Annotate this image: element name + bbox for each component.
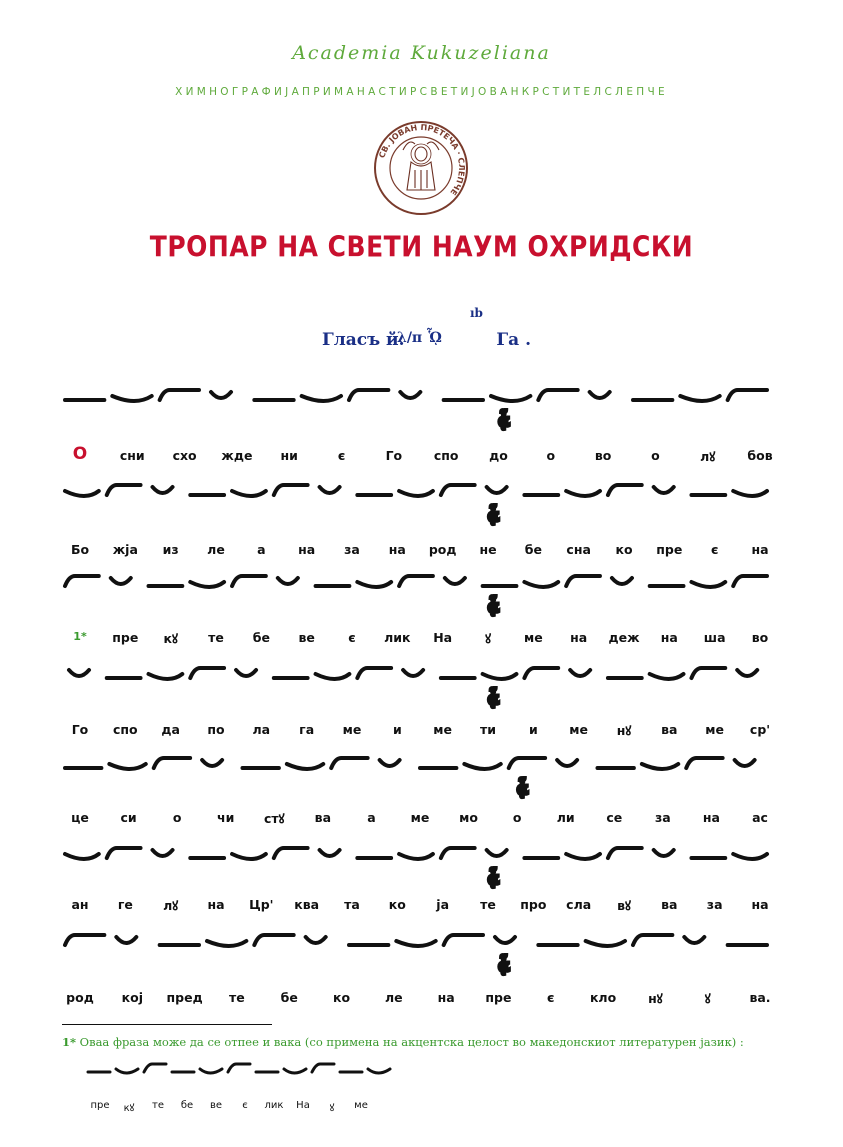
lyric-syllable: род — [428, 542, 457, 557]
footnote-syllable: те — [152, 1100, 164, 1111]
lyric-syllable: те — [229, 990, 245, 1005]
neume-stroke — [608, 848, 642, 858]
neume-stroke — [109, 764, 145, 769]
neume-stroke — [403, 670, 423, 676]
neume-stroke — [396, 941, 435, 946]
footnote-body: Оваа фраза може да се отпее и вака (со примена на акцентска целост во македонскиот литературен јазик) : — [79, 1035, 744, 1049]
lyric-syllable: о — [651, 448, 660, 463]
footnote-syllable: ꙋ — [329, 1103, 335, 1114]
lyric-syllable: на — [660, 630, 678, 645]
neume-stroke — [491, 396, 530, 401]
lyric-syllable: во — [594, 448, 612, 463]
lyric-syllable: на — [751, 897, 769, 912]
neume-stroke — [570, 670, 590, 676]
footnote-marker: 1* — [62, 1035, 77, 1049]
lyric-syllable: ва — [661, 722, 678, 737]
neume-stroke — [320, 850, 340, 856]
lyric-syllable: ти — [479, 722, 497, 737]
lyric-syllable: и — [392, 722, 402, 737]
lyric-syllable: ас — [752, 810, 768, 825]
lyric-syllable: про — [520, 897, 547, 912]
lyric-syllable: ша — [703, 630, 726, 645]
neume-stroke — [380, 760, 400, 766]
lyric-syllable: стꙋ — [264, 811, 285, 826]
neume-stroke — [116, 1069, 138, 1073]
lyric-syllable: деж — [608, 630, 640, 645]
martyria-icon: ᾇ — [488, 689, 499, 708]
neume-stroke — [735, 760, 755, 766]
lyric-syllable: пре — [485, 990, 512, 1005]
lyric-syllable: на — [570, 630, 588, 645]
neume-stroke — [399, 491, 433, 496]
footnote-syllable: лик — [264, 1100, 284, 1111]
lyric-syllable: ме — [705, 722, 725, 737]
lyric-syllable: ср' — [749, 722, 771, 737]
lyric-syllable: ва. — [749, 990, 771, 1005]
glas-ga: Га . — [496, 330, 532, 350]
lyric-syllable: бе — [524, 542, 542, 557]
lyric-syllable: схо — [172, 448, 197, 463]
lyric-syllable: га — [299, 722, 315, 737]
lyric-syllable: ла — [252, 722, 271, 737]
lyric-syllable: сни — [119, 448, 145, 463]
lyric-syllable: пред — [166, 990, 203, 1005]
lyric-syllable: ве — [298, 630, 315, 645]
lyric-syllable: О — [72, 444, 88, 464]
neume-stroke — [399, 854, 433, 859]
lyric-syllable: На — [433, 630, 453, 645]
lyric-syllable: ли — [556, 810, 575, 825]
neume-stroke — [642, 764, 678, 769]
neume-stroke — [487, 850, 507, 856]
lyric-syllable: на — [437, 990, 455, 1005]
lyric-syllable: ме — [410, 810, 430, 825]
neume-stroke — [284, 1069, 306, 1073]
footnote-syllable: бе — [180, 1100, 194, 1111]
academia-heading: Academia Kukuzeliana — [292, 42, 551, 64]
footnote-syllable: пре — [90, 1100, 110, 1111]
lyric-syllable: ни — [280, 448, 298, 463]
lyric-syllable: кло — [589, 990, 617, 1005]
lyric-syllable: о — [172, 810, 182, 825]
martyria-icon: ᾇ — [488, 506, 499, 525]
neume-stroke — [368, 1069, 390, 1073]
footnote-syllable: є — [242, 1100, 248, 1111]
footnote-syllable: На — [296, 1100, 310, 1111]
neume-stroke — [211, 392, 231, 398]
neume-stroke — [190, 582, 224, 587]
lyric-syllable: кꙋ — [163, 631, 178, 646]
lyric-syllable: и — [528, 722, 538, 737]
neume-stroke — [274, 485, 308, 495]
martyria-icon: ᾇ — [488, 869, 499, 888]
neume-stroke — [487, 487, 507, 493]
lyric-syllable: кој — [121, 990, 143, 1005]
lyric-syllable: пре — [112, 630, 139, 645]
neume-stroke — [232, 491, 266, 496]
neume-stroke — [733, 854, 767, 859]
lyric-syllable: 1* — [73, 630, 87, 643]
lyric-syllable: спо — [113, 722, 138, 737]
neume-stroke — [278, 578, 298, 584]
lyric-syllable: род — [66, 990, 94, 1005]
lyric-syllable: ме — [569, 722, 589, 737]
neume-stroke — [566, 576, 600, 586]
neume-stroke — [302, 396, 341, 401]
lyric-syllable: си — [120, 810, 137, 825]
lyric-syllable: по — [207, 722, 225, 737]
lyric-syllable: Го — [385, 448, 403, 463]
neume-stroke — [400, 392, 420, 398]
lyric-syllable: ја — [436, 897, 450, 912]
lyric-syllable: ко — [615, 542, 633, 557]
neume-stroke — [107, 485, 141, 495]
lyric-syllable: а — [257, 542, 266, 557]
lyric-syllable: из — [162, 542, 179, 557]
neume-stroke — [190, 668, 224, 678]
lyric-syllable: за — [344, 542, 360, 557]
lyric-syllable: ле — [207, 542, 225, 557]
lyric-syllable: ме — [523, 630, 543, 645]
neume-stroke — [590, 392, 610, 398]
footnote-divider — [62, 1024, 272, 1025]
neume-stroke — [160, 390, 199, 400]
lyric-syllable: на — [751, 542, 769, 557]
lyric-syllable: сна — [566, 542, 591, 557]
lyric-syllable: се — [606, 810, 623, 825]
neume-stroke — [107, 848, 141, 858]
neume-stroke — [331, 758, 367, 768]
neume-stroke — [357, 582, 391, 587]
footnote-text — [62, 1035, 744, 1049]
neume-stroke — [483, 674, 517, 679]
neume-stroke — [111, 578, 131, 584]
lyric-syllable: мо — [459, 810, 478, 825]
glas-mode-marks: λ/π ᾯ — [397, 330, 442, 346]
neume-stroke — [650, 674, 684, 679]
lyric-syllable: нꙋ — [616, 723, 632, 738]
footnote-syllable: кꙋ — [123, 1103, 135, 1114]
neume-stroke — [686, 758, 722, 768]
neume-stroke — [733, 576, 767, 586]
lyric-syllable: лик — [384, 630, 411, 645]
svg-text:СВ. ЈОВАН ПРЕТЕЧА · СЛЕПЧЕ: СВ. ЈОВАН ПРЕТЕЧА · СЛЕПЧЕ — [377, 122, 467, 197]
neume-stroke — [154, 758, 190, 768]
neume-stroke — [728, 390, 767, 400]
lyric-syllable: Бо — [70, 542, 90, 557]
neume-stroke — [306, 937, 326, 943]
lyric-syllable: ме — [433, 722, 453, 737]
lyric-syllable: за — [706, 897, 723, 912]
lyric-syllable: лꙋ — [163, 898, 179, 913]
neume-stroke — [316, 674, 350, 679]
lyric-syllable: бе — [280, 990, 298, 1005]
neume-stroke — [495, 937, 515, 943]
lyric-syllable: ан — [71, 897, 89, 912]
lyric-syllable: да — [161, 722, 180, 737]
lyric-syllable: пре — [656, 542, 683, 557]
lyric-syllable: ꙋ — [485, 631, 491, 646]
neume-stroke — [232, 854, 266, 859]
neume-stroke — [65, 491, 99, 496]
martyria-icon: ᾇ — [517, 779, 528, 798]
neume-stroke — [357, 668, 391, 678]
neume-stroke — [274, 848, 308, 858]
neume-stroke — [654, 487, 674, 493]
neume-stroke — [684, 937, 704, 943]
neume-stroke — [399, 576, 433, 586]
lyric-syllable: Цр' — [249, 897, 274, 912]
lyric-syllable: не — [479, 542, 497, 557]
neume-stroke — [202, 760, 222, 766]
lyric-syllable: спо — [433, 448, 459, 463]
lyric-syllable: жде — [221, 448, 253, 463]
neume-stroke — [232, 576, 266, 586]
neume-stroke — [65, 935, 104, 945]
neume-stroke — [691, 668, 725, 678]
neume-stroke — [566, 854, 600, 859]
lyric-syllable: є — [710, 542, 719, 557]
neume-stroke — [654, 850, 674, 856]
martyria-icon: ᾇ — [498, 956, 510, 975]
lyric-syllable: о — [546, 448, 556, 463]
lyric-syllable: те — [480, 897, 496, 912]
lyric-syllable: є — [348, 630, 356, 645]
lyric-syllable: до — [489, 448, 508, 463]
neume-stroke — [349, 390, 388, 400]
footnote-syllable: ве — [209, 1100, 223, 1111]
lyric-syllable: ва — [661, 897, 678, 912]
lyric-syllable: ко — [332, 990, 351, 1005]
lyric-syllable: ꙋ — [704, 991, 711, 1006]
lyric-syllable: ме — [342, 722, 362, 737]
neume-stroke — [228, 1064, 250, 1072]
subheading-monastery: ХИМНОГРАФИЈАПРИМАНАСТИРСВЕТИЈОВАНКРСТИТЕЛСЛЕПЧЕ — [175, 86, 668, 98]
lyric-syllable: ко — [388, 897, 406, 912]
glas-ga-above: ıb — [470, 306, 483, 320]
neume-stroke — [612, 578, 632, 584]
lyric-syllable: за — [654, 810, 671, 825]
neume-stroke — [69, 670, 89, 676]
neume-stroke — [444, 935, 483, 945]
neume-stroke — [441, 485, 475, 495]
lyric-syllable: о — [512, 810, 522, 825]
lyric-syllable: чи — [217, 810, 235, 825]
lyric-syllable: є — [547, 990, 555, 1005]
neume-stroke — [524, 668, 558, 678]
lyric-syllable: це — [71, 810, 89, 825]
neume-stroke — [254, 935, 293, 945]
neume-stroke — [320, 487, 340, 493]
neume-stroke — [65, 576, 99, 586]
lyric-syllable: нꙋ — [648, 991, 663, 1006]
martyria-icon: ᾇ — [498, 411, 510, 430]
neume-stroke — [144, 1064, 166, 1072]
neume-stroke — [538, 390, 577, 400]
neume-stroke — [633, 935, 672, 945]
neume-stroke — [207, 941, 246, 946]
lyric-syllable: сла — [566, 897, 592, 912]
lyric-syllable: є — [337, 448, 346, 463]
lyric-syllable: ква — [294, 897, 320, 912]
neume-stroke — [691, 582, 725, 587]
footnote-syllable: ме — [354, 1100, 368, 1111]
neume-stroke — [312, 1064, 334, 1072]
neume-stroke — [586, 941, 625, 946]
lyric-syllable: жја — [112, 542, 138, 557]
neume-stroke — [737, 670, 757, 676]
lyric-syllable: те — [208, 630, 224, 645]
lyric-syllable: на — [298, 542, 316, 557]
neume-stroke — [441, 848, 475, 858]
lyric-syllable: на — [388, 542, 406, 557]
lyric-syllable: на — [207, 897, 225, 912]
neume-stroke — [149, 674, 183, 679]
neume-stroke — [153, 850, 173, 856]
lyric-syllable: вꙋ — [617, 898, 631, 913]
neume-stroke — [524, 582, 558, 587]
neume-stroke — [112, 396, 151, 401]
glas-text: Гласъ й. — [322, 330, 405, 350]
neume-stroke — [153, 487, 173, 493]
martyria-icon: ᾇ — [488, 597, 499, 616]
neume-stroke — [200, 1069, 222, 1073]
lyric-syllable: лꙋ — [700, 449, 716, 464]
neume-stroke — [566, 491, 600, 496]
neume-stroke — [680, 396, 719, 401]
neume-stroke — [608, 485, 642, 495]
lyric-syllable: во — [751, 630, 769, 645]
lyric-syllable: Го — [71, 722, 89, 737]
page-title: ТРОПАР НА СВЕТИ НАУМ ОХРИДСКИ — [149, 229, 694, 264]
lyric-syllable: а — [367, 810, 376, 825]
neume-stroke — [557, 760, 577, 766]
neume-stroke — [65, 854, 99, 859]
lyric-syllable: ле — [385, 990, 403, 1005]
neume-stroke — [287, 764, 323, 769]
neume-stroke — [236, 670, 256, 676]
neume-stroke — [116, 937, 136, 943]
lyric-syllable: та — [344, 897, 360, 912]
neume-stroke — [464, 764, 500, 769]
lyric-syllable: на — [702, 810, 720, 825]
lyric-syllable: бов — [747, 448, 773, 463]
neume-stroke — [733, 491, 767, 496]
neume-stroke — [509, 758, 545, 768]
lyric-syllable: ва — [314, 810, 332, 825]
neume-stroke — [445, 578, 465, 584]
lyric-syllable: ге — [117, 897, 133, 912]
lyric-syllable: бе — [252, 630, 270, 645]
